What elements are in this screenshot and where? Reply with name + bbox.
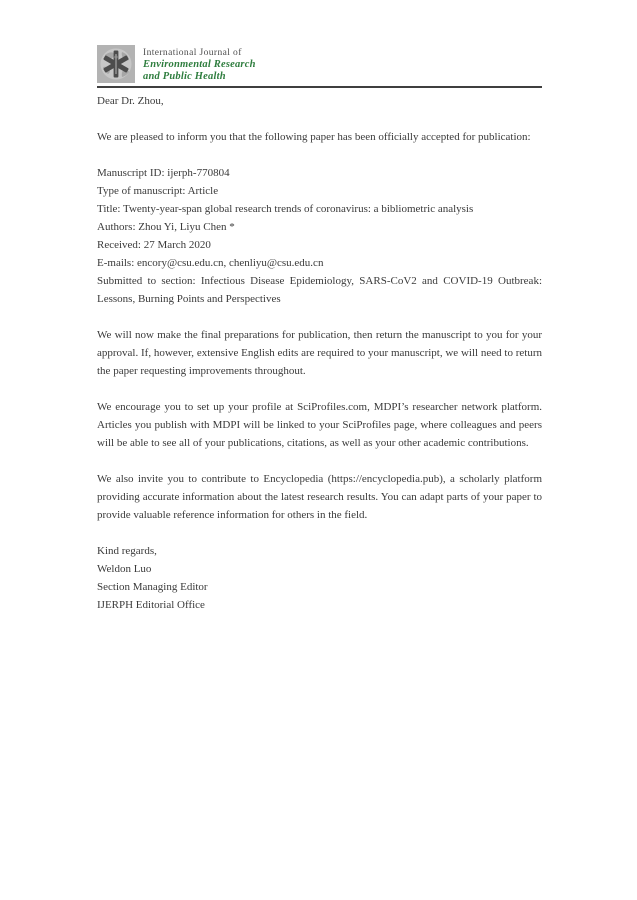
paragraph-sciprofiles: We encourage you to set up your profile at SciProfiles.com, MDPI’s researcher network platform. Articles you publish with MDPI will be linked to your SciProfiles page, where colleagues and peers will be able to see all of your publications, citations, as well as your other academic contributions. xyxy=(97,401,542,449)
letter-content xyxy=(97,45,542,614)
signature-office: IJERPH Editorial Office xyxy=(97,599,205,611)
paragraph-intro: We are pleased to inform you that the following paper has been officially accepted for publication: xyxy=(97,131,531,143)
manuscript-title: Title: Twenty-year-span global research trends of coronavirus: a bibliometric analysis xyxy=(97,203,474,215)
manuscript-id: Manuscript ID: ijerph-770804 xyxy=(97,167,230,179)
salutation: Dear Dr. Zhou, xyxy=(97,95,164,107)
paragraph-encyclopedia: We also invite you to contribute to Encyclopedia (https://encyclopedia.pub), a scholarly platform providing accurate information about the latest research results. You can adapt parts of your paper to provide valuable reference information for others in the field. xyxy=(97,473,542,521)
ijerph-globe-logo-icon xyxy=(97,45,135,83)
manuscript-authors: Authors: Zhou Yi, Liyu Chen * xyxy=(97,221,235,233)
manuscript-type: Type of manuscript: Article xyxy=(97,185,219,197)
journal-name-prefix: International Journal of xyxy=(143,48,242,58)
journal-name-line3: and Public Health xyxy=(143,71,226,82)
manuscript-received-date: Received: 27 March 2020 xyxy=(97,239,211,251)
manuscript-details xyxy=(97,164,542,308)
journal-name-line2: Environmental Research xyxy=(143,59,256,70)
letter-body xyxy=(97,92,542,614)
signature-closing: Kind regards, xyxy=(97,545,157,557)
paragraph-preparation: We will now make the final preparations for publication, then return the manuscript to you for your approval. If, however, extensive English edits are required to your manuscript, we will need to return the paper requesting improvements throughout. xyxy=(97,329,542,377)
signature-name: Weldon Luo xyxy=(97,563,152,575)
journal-name xyxy=(143,45,256,83)
signature-role: Section Managing Editor xyxy=(97,581,208,593)
manuscript-emails: E-mails: encory@csu.edu.cn, chenliyu@csu.edu.cn xyxy=(97,257,324,269)
signature-block xyxy=(97,542,542,614)
masthead-divider xyxy=(97,86,542,88)
manuscript-section: Submitted to section: Infectious Disease Epidemiology, SARS-CoV2 and COVID-19 Outbreak: Lessons, Burning Points and Perspectives xyxy=(97,275,542,305)
journal-masthead xyxy=(97,45,542,83)
